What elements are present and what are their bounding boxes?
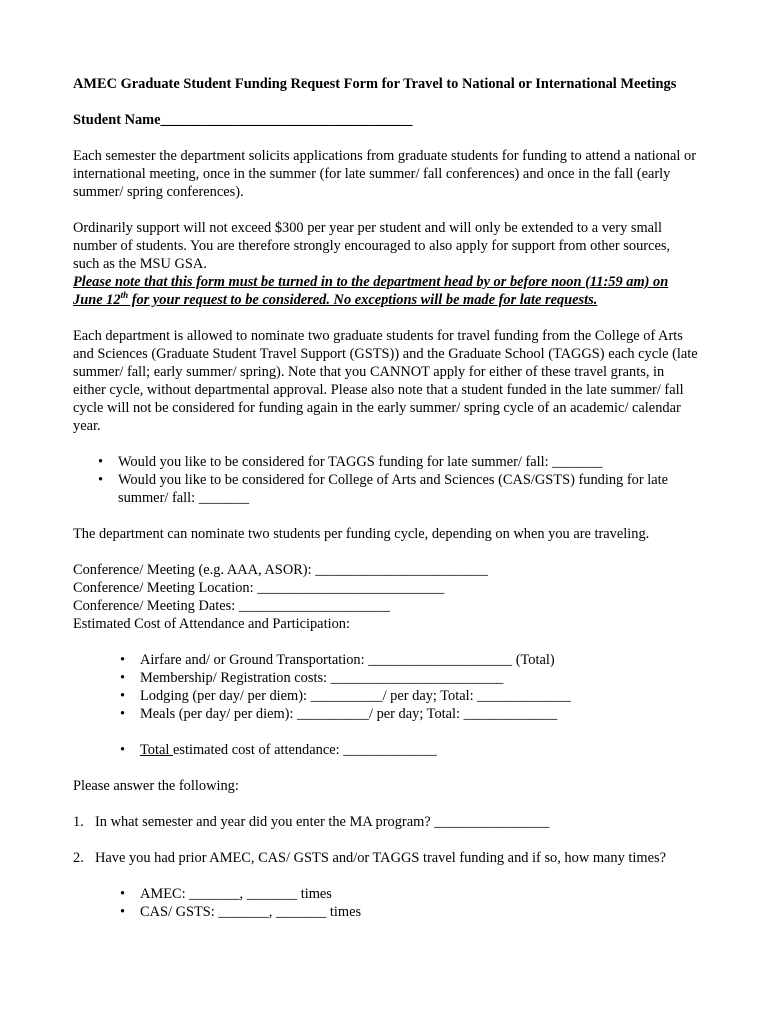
list-item[interactable] [120, 885, 698, 903]
deadline-notice-text-2: for your request to be considered. No exceptions will be made for late requests. [128, 292, 598, 308]
consideration-list [73, 453, 698, 507]
form-page [73, 75, 698, 939]
deadline-notice [73, 273, 698, 309]
conference-name-field[interactable]: Conference/ Meeting (e.g. AAA, ASOR): ________________________ [73, 562, 488, 578]
list-item[interactable] [120, 687, 698, 705]
question-text: In what semester and year did you enter the MA program? ________________ [95, 814, 550, 830]
bullet-icon: • [120, 886, 126, 902]
list-item[interactable] [120, 669, 698, 687]
taggs-question: Would you like to be considered for TAGGS funding for late summer/ fall: _______ [118, 454, 603, 470]
student-name-field [73, 111, 698, 129]
lodging-field: Lodging (per day/ per diem): __________/ per day; Total: _____________ [140, 688, 571, 704]
bullet-icon: • [120, 904, 126, 920]
list-item[interactable] [98, 453, 698, 471]
bullet-icon: • [120, 688, 126, 704]
cas-gsts-question: Would you like to be considered for College of Arts and Sciences (CAS/GSTS) funding for late summer/ fall: _______ [118, 472, 668, 506]
bullet-icon: • [98, 472, 104, 488]
question-2 [73, 849, 698, 867]
bullet-icon: • [98, 454, 104, 470]
total-cost-field: estimated cost of attendance: _____________ [172, 742, 437, 758]
cost-list [73, 651, 698, 723]
deadline-notice-text: Please note that this form must be turned in to the department head by or before noon (11:59 am) on June 12 [73, 274, 669, 308]
meals-field: Meals (per day/ per diem): __________/ per day; Total: _____________ [140, 706, 558, 722]
bullet-icon: • [120, 706, 126, 722]
bullet-icon: • [120, 670, 126, 686]
answer-prompt: Please answer the following: [73, 778, 239, 794]
list-item[interactable] [120, 651, 698, 669]
cas-gsts-count-field: CAS/ GSTS: _______, _______ times [140, 904, 362, 920]
question-number: 2. [73, 850, 84, 866]
support-paragraph: Ordinarily support will not exceed $300 per year per student and will only be extended to a very small number of students. You are therefore strongly encouraged to also apply for support from other sources, such as the MSU GSA. [73, 220, 671, 272]
student-name-label: Student Name [73, 112, 161, 128]
bullet-icon: • [120, 742, 126, 758]
estimated-cost-heading: Estimated Cost of Attendance and Participation: [73, 616, 350, 632]
total-cost-list [73, 741, 698, 759]
registration-field: Membership/ Registration costs: ________________________ [140, 670, 504, 686]
bullet-icon: • [120, 652, 126, 668]
nominate-note: The department can nominate two students per funding cycle, depending on when you are traveling. [73, 526, 650, 542]
question-number: 1. [73, 814, 84, 830]
list-item[interactable] [120, 741, 698, 759]
list-item[interactable] [120, 903, 698, 921]
total-label: Total [140, 742, 173, 758]
airfare-field: Airfare and/ or Ground Transportation: ____________________ (Total) [140, 652, 555, 668]
question-1[interactable] [73, 813, 698, 831]
amec-count-field: AMEC: _______, _______ times [140, 886, 332, 902]
deadline-notice-sup: th [120, 290, 129, 301]
nomination-paragraph: Each department is allowed to nominate two graduate students for travel funding from the College of Arts and Sciences (Graduate Student Travel Support (GSTS)) and the Graduate School (TAGGS) each cycle (late summer/ fall; early summer/ spring). Note that you CANNOT apply for either of these travel grants, in either cycle, without departmental approval. Please also note that a student funded in the late summer/ fall cycle will not be considered for funding again in the early summer/ spring cycle of an academic/ calendar year. [73, 328, 698, 434]
conference-fields [73, 561, 698, 633]
conference-dates-field[interactable]: Conference/ Meeting Dates: _____________________ [73, 598, 390, 614]
list-item[interactable] [98, 471, 698, 507]
student-name-blank[interactable]: ___________________________________ [160, 112, 413, 128]
conference-location-field[interactable]: Conference/ Meeting Location: __________________________ [73, 580, 445, 596]
question-text: Have you had prior AMEC, CAS/ GSTS and/or TAGGS travel funding and if so, how many times? [95, 850, 666, 866]
intro-paragraph: Each semester the department solicits applications from graduate students for funding to attend a national or international meeting, once in the summer (for late summer/ fall conferences) and once in the fall (early summer/ spring conferences). [73, 148, 697, 200]
form-title: AMEC Graduate Student Funding Request Form for Travel to National or International Meetings [73, 76, 677, 92]
funding-count-list [73, 885, 698, 921]
list-item[interactable] [120, 705, 698, 723]
